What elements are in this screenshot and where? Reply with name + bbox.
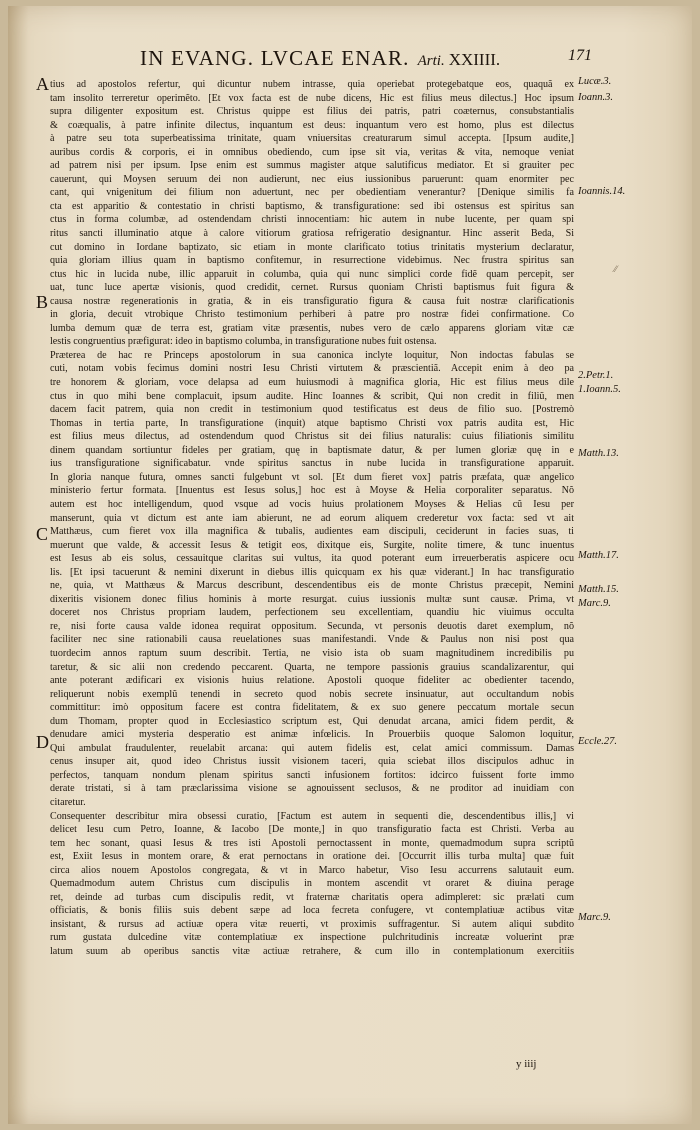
section-letter-c: C (36, 524, 49, 544)
text-line: Quemadmodum autem Christus cum discipulis in montem ascendit vt oraret & diuina perage (50, 878, 574, 890)
book-page (8, 6, 692, 1124)
running-head (8, 46, 692, 74)
commentary-text (50, 78, 574, 959)
text-line: ctus in forma columbæ, ad ostendendam christi innocentiam: hic autem in nube lucente, per quam spi (50, 214, 574, 226)
margin-note-ioann-3: Ioann.3. (578, 92, 613, 103)
text-line: doceret nos Christus propriam laudem, perfectionem seu excellentiam, quandiu hic viuimus occulta (50, 607, 574, 619)
text-line: ret, deinde ad turbas cum discipulis redit, vt fraternæ charitatis opera adimpleret: sic prælati cum (50, 891, 574, 903)
text-line: manserunt, quia vt dictum est ante iam abierunt, ne ad eorum aliquem crederetur vox facta: sed vt ait (50, 512, 574, 524)
page-mark: ⁄⁄ (614, 264, 618, 274)
catchword: y iiij (516, 1058, 537, 1070)
text-line: circa alios nouem Apostolos congregata, & vt in Marco habetur, Viso Iesu accurrens salutauit eum. (50, 864, 574, 876)
text-line: est Iesus ab eis solus, cessauitque claritas sui vultus, ita quod poterant eum irreuerberatis aspicere ocu (50, 553, 574, 565)
text-line: insistant, & rursus ad actiuæ opera vitæ reuerti, vt proximis suffragentur. Si autem aliqui subdito (50, 918, 574, 930)
text-line: derate tristati, si à tam præclarissima visione se agnouissent seclusos, & ne proditor ad inuidiam con (50, 783, 574, 795)
text-line: ctus hic in lucida nube, illic apparuit in columba, quia qui nunc simplici corde fidẽ quam percepit, ser (50, 268, 574, 280)
text-line: cuti, notam vobis fecimus domini nostri Iesu Christi virtutem & præscientiã. Accepit enim à deo pa (50, 363, 574, 375)
text-line: dixeritis visionem donec filius hominis à morte resurgat. cuius iussionis multæ sunt causæ. Prima, vt (50, 593, 574, 605)
text-line: Matthæus, cum fieret vox illa magnifica & tubalis, audientes eam discipuli, ceciderunt in facies suas, ti (50, 526, 574, 538)
text-line: ius transfiguratione significabatur. vnde spiritus sanctus in nube lucida in transfiguratione apparuit. (50, 458, 574, 470)
running-title (140, 46, 500, 71)
section-letter-d: D (36, 732, 49, 752)
margin-note-matth-17: Matth.17. (578, 550, 619, 561)
text-line: latum suum ab operibus sanctis vitæ actiuæ retrahere, & cum illo in contemplationum exercitiis (50, 946, 574, 957)
text-line: dacem facit patrem, quia non credit in testimonium quod testificatus est deus de filio suo. [Postremò (50, 404, 574, 416)
text-line: cta est apparitio & contestatio in christi baptismo, & transfiguratione: sed ibi ostensus est spiritus san (50, 200, 574, 212)
text-line: Thomas in tertia parte, In transfiguratione (inquit) atque baptismo Christi vox patris audita est, Hic (50, 417, 574, 429)
text-line: rum gustata dulcedine vitæ contemplatiuæ ex inspectione pulchritudinis increatæ voluerint præ (50, 932, 574, 944)
text-line: Consequenter describitur mira obsessi curatio, [Factum est autem in sequenti die, descendentibus illis,] vi (50, 810, 574, 822)
text-line: est filius meus dilectus, ad ostendendum quod Christus sit dei filius naturalis: cuius filiationis similitu (50, 431, 574, 443)
text-line: Qui ambulat fraudulenter, reuelabit arcana: qui autem fidelis est, celat amici commissum. Damas (50, 742, 574, 754)
chapter-ref: XXIIII. (448, 50, 501, 69)
text-line: re, nisi forte causa valde idonea requirat oppositum. Secunda, vt personis deuotis daret exemplum, nõ (50, 620, 574, 632)
margin-note-2-petr-1: 2.Petr.1. (578, 370, 614, 381)
text-line: lis. [Et ipsi tacuerunt & nemini dixerunt in diebus illis quicquam ex his quæ viderant.] In hac transfiguratio (50, 566, 574, 578)
text-line: tam insolito terreretur operimẽto. [Et vox facta est de nube dicens, Hic est filius meus dilectus.] Hoc ipsum (50, 92, 574, 104)
text-line: in gloria, decuit vtrobique Christo testimonium perhiberi à patre pro nostræ fidei confirmatione. Co (50, 309, 574, 321)
margin-note-matth-13: Matth.13. (578, 448, 619, 459)
text-line: autem est hoc intelligendum, quod vsque ad vocis huius prolationem Moyses & Helias cũ Iesu per (50, 498, 574, 510)
text-line: lumba demum quæ de terra est, gratiam vitæ præsentis, nubes vero de cælo apparens gloriam vitæ cæ (50, 322, 574, 334)
text-line: ministerio fertur formata. [Inuentus est Iesus solus,] hoc est à Moyse & Helia corporaliter separatus. Nõ (50, 485, 574, 497)
text-line: denudare amici mysteria desperatio est animæ infœlicis. In Prouerbiis quoque Salomon loquitur, (50, 729, 574, 741)
text-line: supra diligenter expositum est. Christus quippe est filius dei patris, patri coæternus, consubstantialis (50, 106, 574, 118)
text-line: & coæqualis, à patre infinite dilectus, inquantum est deus: inquantum vero est homo, plus est dilectus (50, 119, 574, 131)
section-letter-a: A (36, 74, 49, 94)
text-line: auribus cordis & corporis, ei in omnibus obediendo, cum ipse sit via, veritas & vita, nemoque veniat (50, 146, 574, 158)
text-line: tre honorem & gloriam, voce delapsa ad eum huiusmodi à magnifica gloria, Hic est filius meus dile (50, 377, 574, 389)
text-line: est, Exiit Iesus in montem orare, & erat pernoctans in oratione dei. [Occurrit illis turba multa] quæ fuit (50, 851, 574, 863)
text-line: dinem quandam sortiuntur fideles per gratiam, quę in baptismate datur, & per lumen gloriæ quę in e (50, 444, 574, 456)
text-line: officiatis, & bonis filiis suis debent sæpe ad loca fecreta confugere, vt contemplatiuæ actibus vitæ (50, 905, 574, 917)
text-line: cauerunt, qui Moysen seruum dei non audierunt, nec eius iussionibus paruerunt: quam enormiter pec (50, 173, 574, 185)
section-letter-b: B (36, 292, 49, 312)
margin-note-matth-15: Matth.15. (578, 584, 619, 595)
text-line: tem hec sonant, quasi Iesus & tres isti Apostoli pernoctassent in monte, quemadmodum supra scriptũ (50, 837, 574, 849)
text-line: causa nostræ regenerationis in gratia, & in eis transfiguratio figura & causa fuit nostræ clarificationis (50, 295, 574, 307)
chapter-label: Arti. (417, 53, 445, 69)
text-line: faciliter nec sine rationabili causa reuelationes suas manifestandi. Vnde & Paulus non nisi post qua (50, 634, 574, 646)
text-line: uat, tunc luce apertæ visionis, quod credidit, cernet. Rursus quoniam Christi baptismus fuit figura & (50, 282, 574, 294)
margin-note-marc-9: Marc.9. (578, 598, 611, 609)
margin-note-ioann-14: Ioannis.14. (578, 186, 626, 197)
text-line: ritus sancti illuminatio atque à calore vitiorum gratiosa refrigeratio designantur. Hinc asserit Beda, Si (50, 228, 574, 240)
text-line: committitur: imò oppositum facere est contra fidelitatem, & ex suo genere peccatum mortale secun (50, 702, 574, 714)
margin-note-1-ioann-5: 1.Ioann.5. (578, 384, 621, 395)
text-line: In gloria nanque futura, omnes sancti fulgebunt vt sol. [Et dum fieret vox] patris præfata, quæ angelico (50, 471, 574, 483)
text-line: à patre seu tota superbeatissima trinitate, quam vniuersitas creaturarum simul accepta. [Ipsum audite,] (50, 133, 574, 145)
text-line: dum Thomam, propter quod in Ecclesiastico scriptum est, Qui denudat arcana, amici fidem perdit, & (50, 715, 574, 727)
text-line: cenus insuper ait, quod ideo Christus iussit visionem taceri, quia sciebat illos discipulos adhuc in (50, 756, 574, 768)
text-line: delicet Iesu cum Petro, Ioanne, & Iacobo [De monte,] in quo transfiguratio facta est Christi. Verba au (50, 824, 574, 836)
text-line: ad patrem nisi per ipsum. Ipse enim est summus magister atque salutificus mediator. Et si grauiter pec (50, 160, 574, 172)
margin-note-marc-9-b: Marc.9. (578, 912, 611, 923)
margin-note-eccle-27: Eccle.27. (578, 736, 618, 747)
text-line: citaretur. (50, 796, 86, 808)
text-line: tuordecim annos raptum suum describit. Tertia, ne visio ista ob suam magnitudinem incredibilis pu (50, 647, 574, 659)
folio-number: 171 (568, 47, 592, 64)
margin-note-luc-3: Lucæ.3. (578, 76, 612, 87)
text-line: Præterea de hac re Princeps apostolorum in sua canonica inclyte loquitur, Non indoctas fabulas se (50, 349, 574, 361)
text-line: ante poterant ædificari ex visionis huius relatione. Apostoli quoque fideliter ac obedienter tacendo, (50, 675, 574, 687)
text-line: muerunt que valde, & accessit Iesus & tetigit eos, dixitque eis, Surgite, nolite timere, & tunc inuentus (50, 539, 574, 551)
text-line: perfectos, tanquam nondum plenam spiritus sancti infusionem fortitos: idcirco fuissent forte immo (50, 769, 574, 781)
running-title-text: IN EVANG. LVCAE ENAR. (140, 46, 410, 70)
text-line: taretur, & sic alii non credendo peccarent. Quarta, ne tempore passionis grauius scandalizarentur, qui (50, 661, 574, 673)
text-line: quia gloriam illius quam in baptismo confitemur, in resurrectione videbimus. Nec frustra spiritus san (50, 255, 574, 267)
text-line: cut domino in Iordane baptizato, sic etiam in monte clarificato totius trinitatis mysterium declaratur, (50, 241, 574, 253)
text-line: lestis congruentius præfigurat: ideo in baptismo columba, in transfiguratione nubes fuit ostensa. (50, 336, 437, 348)
text-line: cant, qui vnigenitum dei filium non aduertunt, nec per obedientiam venerantur? [Denique similis fa (50, 187, 574, 199)
text-line: tius ad apostolos refertur, qui dicuntur nubem intrasse, quia operiebat protegebatque eos, quaquã ex (50, 79, 574, 90)
text-line: ctus in quo mihi bene complacuit, ipsum audite. Hinc Ioannes & scribit, Qui non credit in filiũ, men (50, 390, 574, 402)
text-line: ne, quia, vt Matthæus & Marcus describunt, descendentibus eis de monte Christus præcepit, Nemini (50, 580, 574, 592)
text-line: reliquerunt nobis exemplũ tenendi in secreto quod nobis secrete insinuatur, aut occultandum nobis (50, 688, 574, 700)
